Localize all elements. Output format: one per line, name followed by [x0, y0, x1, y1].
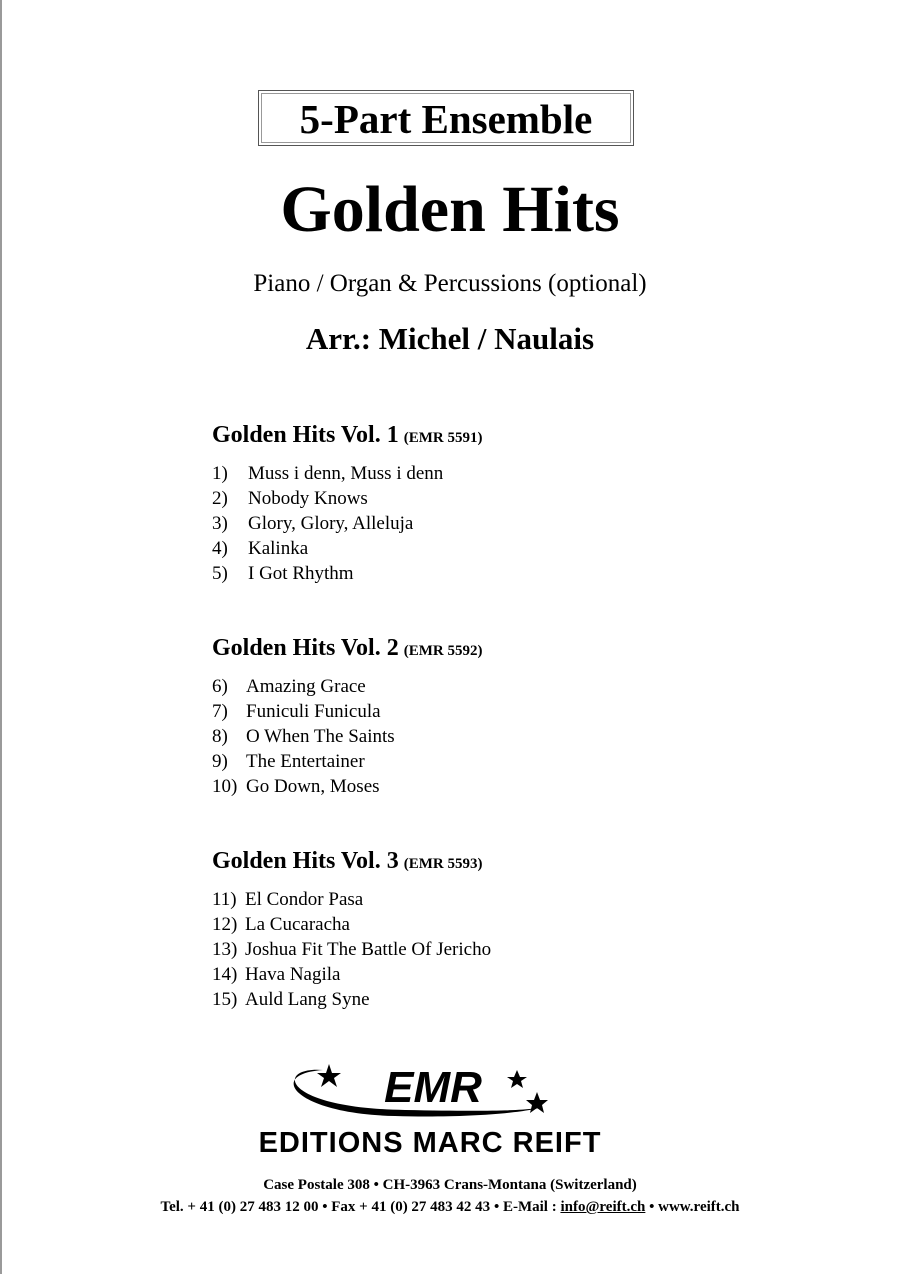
track-number: 14)	[212, 964, 238, 985]
list-item	[212, 486, 712, 511]
ensemble-box	[258, 90, 634, 146]
list-item	[212, 912, 712, 937]
track-title: The Entertainer	[246, 751, 365, 772]
track-title: O When The Saints	[246, 726, 395, 747]
track-title: Glory, Glory, Alleluja	[248, 513, 414, 534]
list-item	[212, 561, 712, 586]
track-number: 13)	[212, 939, 238, 960]
volume-title: Golden Hits Vol. 2	[212, 635, 399, 661]
separator: •	[493, 1199, 500, 1215]
page-title: Golden Hits	[280, 173, 620, 246]
volume-heading	[212, 420, 712, 453]
track-list	[212, 461, 712, 586]
track-title: Auld Lang Syne	[245, 989, 370, 1010]
track-number: 1)	[212, 463, 228, 484]
star-icon	[507, 1070, 527, 1088]
track-title: La Cucaracha	[245, 914, 350, 935]
track-title: Kalinka	[248, 538, 309, 559]
list-item	[212, 536, 712, 561]
catalog-code: (EMR 5592)	[403, 643, 483, 659]
track-number: 2)	[212, 488, 228, 509]
list-item	[212, 699, 712, 724]
track-title: I Got Rhythm	[248, 563, 354, 584]
website-link[interactable]: www.reift.ch	[658, 1199, 740, 1215]
track-list	[212, 887, 712, 1012]
star-icon	[317, 1064, 341, 1087]
volume-1	[212, 420, 712, 586]
catalog-code: (EMR 5593)	[403, 856, 483, 872]
separator: •	[322, 1199, 328, 1215]
track-number: 7)	[212, 701, 228, 722]
list-item	[212, 987, 712, 1012]
instrumentation: Piano / Organ & Percussions (optional)	[253, 270, 647, 297]
track-number: 12)	[212, 914, 238, 935]
track-list	[212, 674, 712, 799]
track-title: Funiculi Funicula	[246, 701, 381, 722]
list-item	[212, 749, 712, 774]
volume-heading	[212, 846, 712, 879]
list-item	[212, 962, 712, 987]
publisher-address: Case Postale 308 • CH-3963 Crans-Montana (Switzerland)	[263, 1177, 637, 1193]
list-item	[212, 511, 712, 536]
email-link[interactable]: info@reift.ch	[560, 1199, 646, 1215]
list-item	[212, 724, 712, 749]
list-item	[212, 461, 712, 486]
list-item	[212, 674, 712, 699]
publisher-name: EDITIONS MARC REIFT	[258, 1127, 602, 1159]
email-label: E-Mail :	[502, 1199, 557, 1215]
separator: •	[649, 1199, 655, 1215]
volume-title: Golden Hits Vol. 3	[212, 848, 399, 874]
fax-number: Fax + 41 (0) 27 483 42 43	[331, 1199, 491, 1215]
track-number: 11)	[212, 889, 237, 910]
track-number: 10)	[212, 776, 238, 797]
track-number: 8)	[212, 726, 228, 747]
volume-2	[212, 633, 712, 799]
track-title: Go Down, Moses	[246, 776, 380, 797]
track-title: Amazing Grace	[246, 676, 366, 697]
track-number: 4)	[212, 538, 228, 559]
volume-3	[212, 846, 712, 1012]
track-title: Hava Nagila	[245, 964, 341, 985]
volume-title: Golden Hits Vol. 1	[212, 422, 399, 448]
track-number: 15)	[212, 989, 238, 1010]
track-number: 9)	[212, 751, 228, 772]
ensemble-label: 5-Part Ensemble	[299, 96, 593, 142]
list-item	[212, 774, 712, 799]
arranger: Arr.: Michel / Naulais	[305, 321, 595, 356]
track-number: 5)	[212, 563, 228, 584]
track-number: 6)	[212, 676, 228, 697]
track-title: Joshua Fit The Battle Of Jericho	[245, 939, 492, 960]
track-number: 3)	[212, 513, 228, 534]
track-title: Nobody Knows	[248, 488, 368, 509]
logo-mark-text: EMR	[384, 1063, 482, 1112]
phone-number: Tel. + 41 (0) 27 483 12 00	[160, 1199, 319, 1215]
volume-heading	[212, 633, 712, 666]
list-item	[212, 937, 712, 962]
track-title: Muss i denn, Muss i denn	[248, 463, 444, 484]
track-title: El Condor Pasa	[245, 889, 364, 910]
list-item	[212, 887, 712, 912]
emr-logo	[205, 1058, 655, 1162]
publisher-contact	[0, 1196, 900, 1218]
catalog-code: (EMR 5591)	[403, 430, 483, 446]
